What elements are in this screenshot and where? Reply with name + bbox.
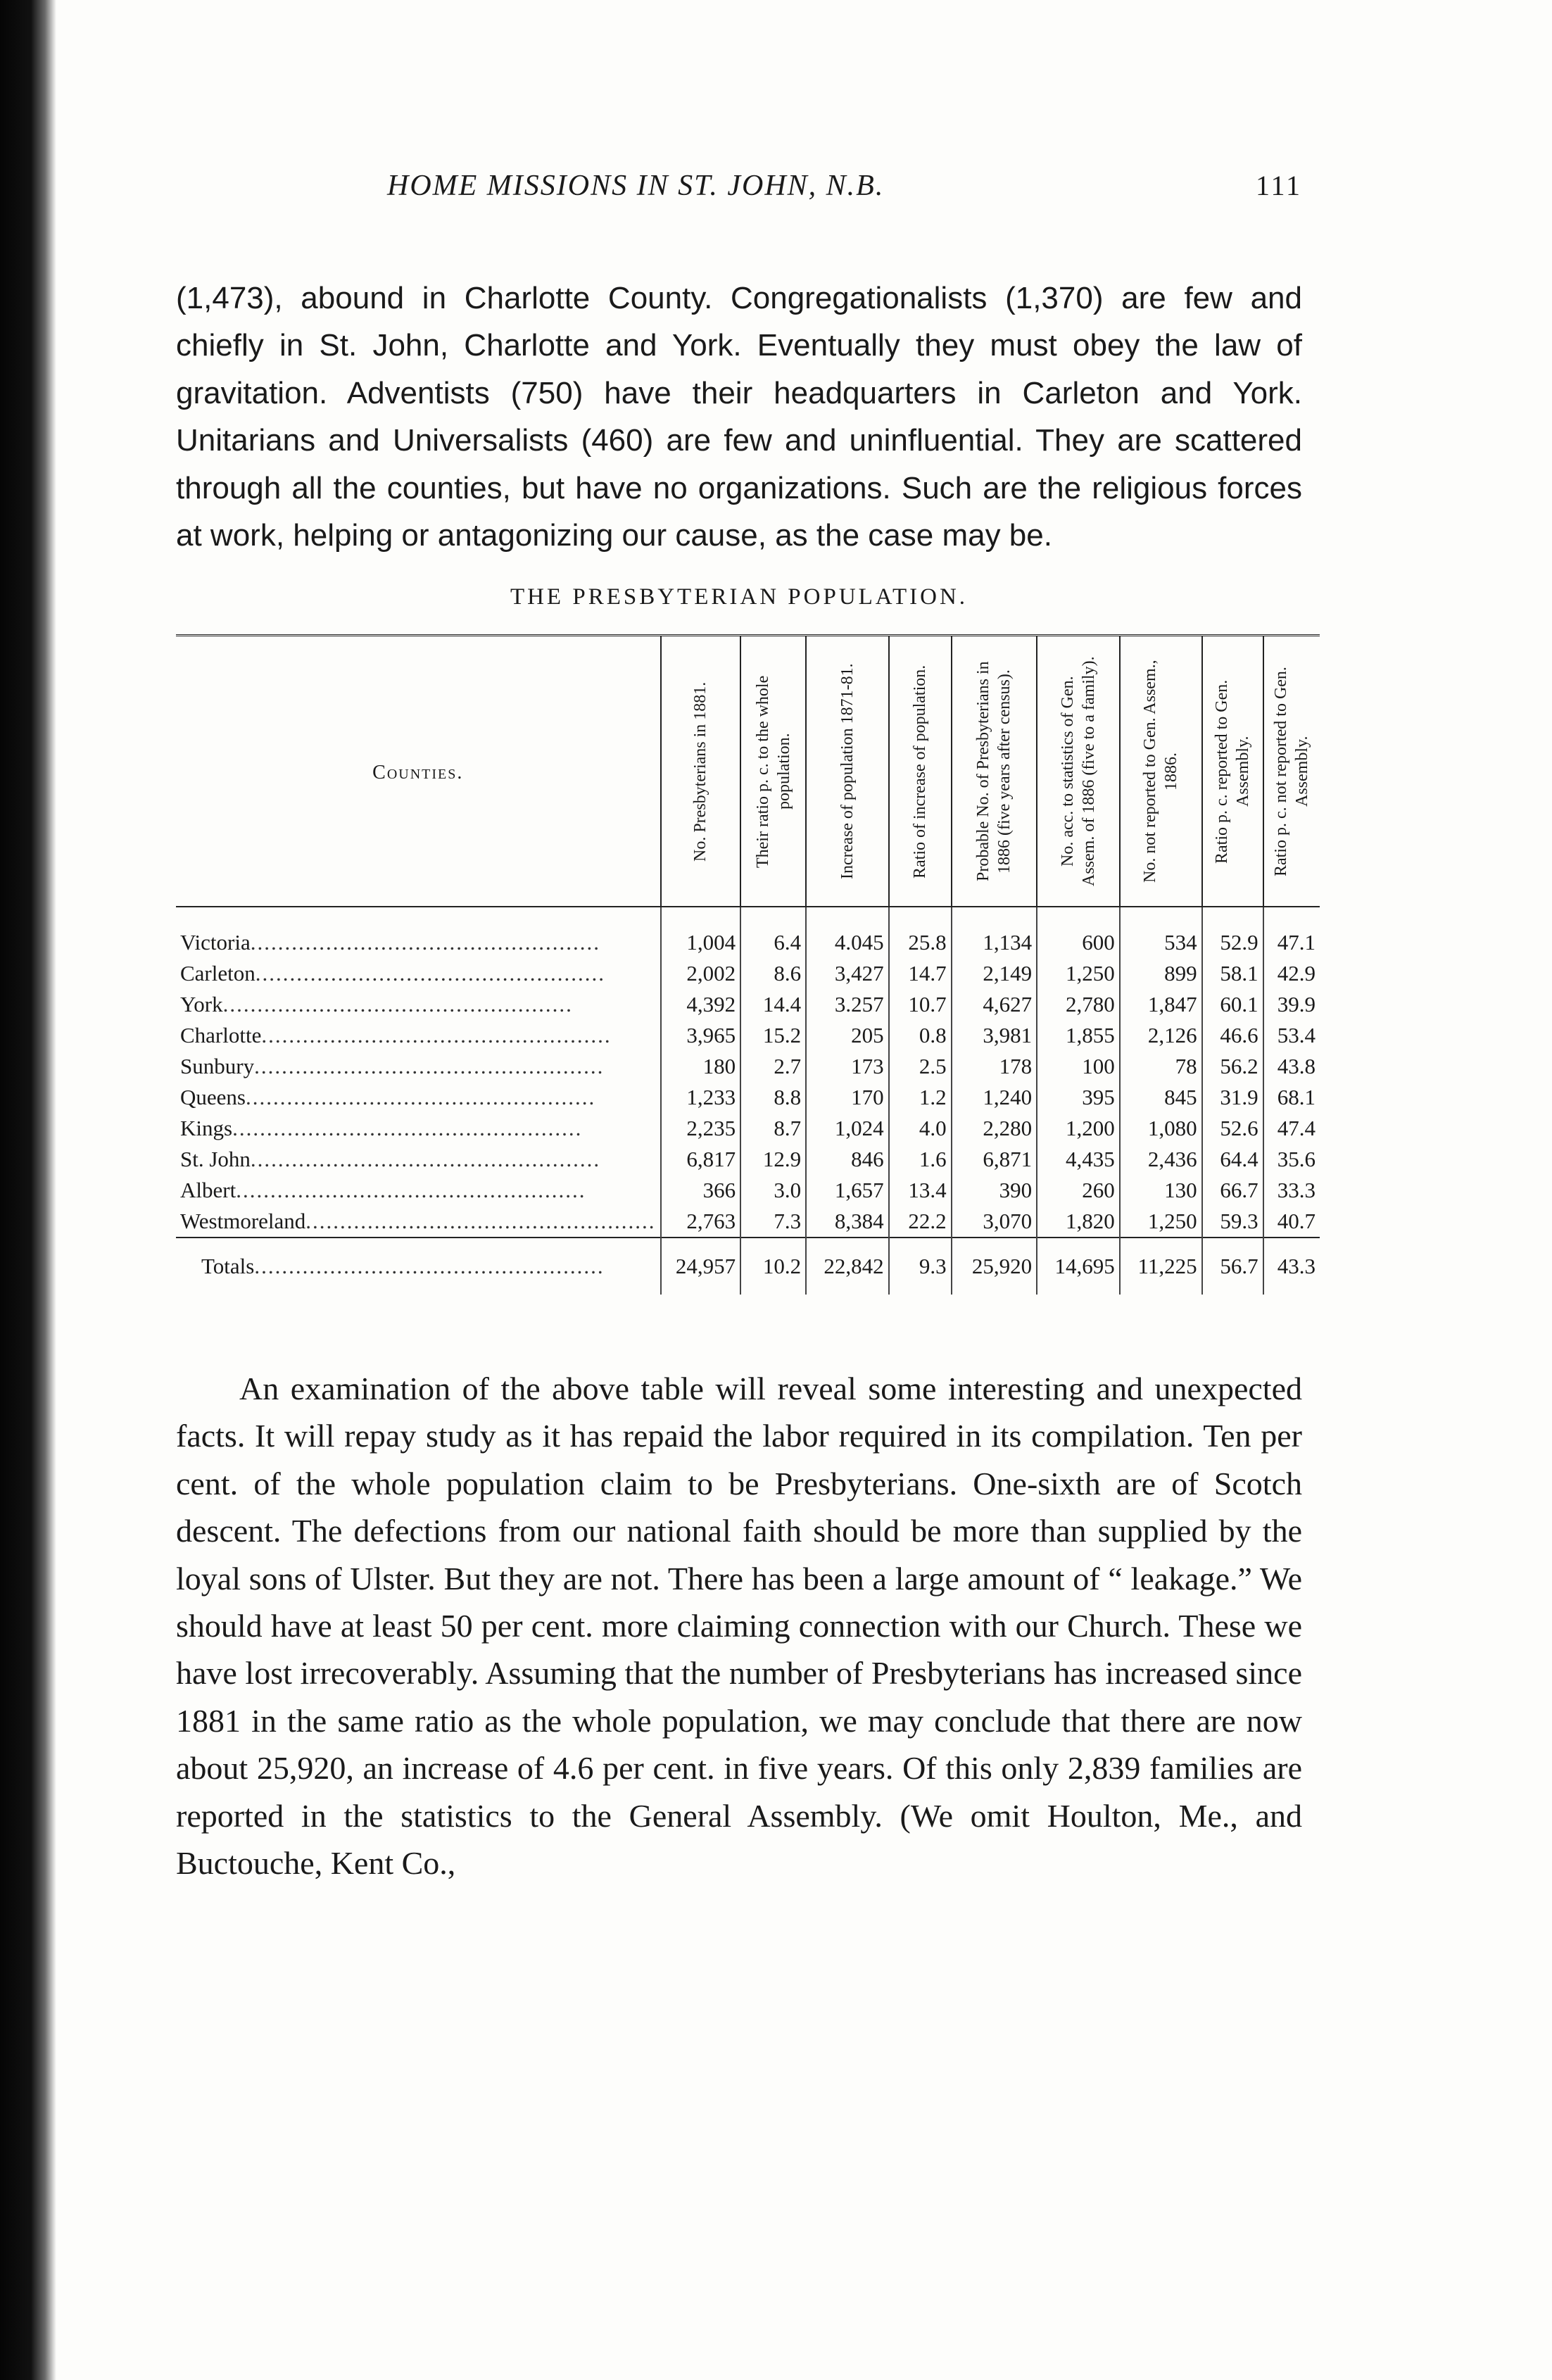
table-row xyxy=(176,1144,1320,1175)
table-cell: 205 xyxy=(806,1020,889,1051)
table-cell: 3,981 xyxy=(952,1020,1037,1051)
table-cell: 8.8 xyxy=(740,1082,806,1113)
presbyterian-population-table xyxy=(176,634,1320,1295)
table-cell: 2.7 xyxy=(740,1051,806,1082)
table-cell: 64.4 xyxy=(1202,1144,1263,1175)
leader-dots: ................................................... xyxy=(232,1115,583,1140)
table-cell: 0.8 xyxy=(889,1020,952,1051)
table-cell: 8,384 xyxy=(806,1206,889,1238)
column-header-probable-1886: Probable No. of Presbyterians in 1886 (five years after census). xyxy=(952,636,1037,907)
table-row xyxy=(176,1082,1320,1113)
table-cell: 173 xyxy=(806,1051,889,1082)
paragraph-top: (1,473), abound in Charlotte County. Congregationalists (1,370) are few and chiefly in St. John, Charlotte and York. Eventually they must obey the law of gravitation. Adventists (750) have their headquarters in Carleton and York. Unitarians and Universalists (460) are few and uninfluential. They are scattered through all the counties, but have no organizations. Such are the religious forces at work, helping or antagonizing our cause, as the case may be. xyxy=(176,281,1302,553)
county-name-cell xyxy=(176,958,661,989)
table-cell: 56.7 xyxy=(1202,1238,1263,1295)
table-cell: 4,435 xyxy=(1037,1144,1120,1175)
table-cell: 59.3 xyxy=(1202,1206,1263,1238)
leader-dots: ................................................... xyxy=(250,929,600,955)
table-cell: 8.7 xyxy=(740,1113,806,1144)
table-cell: 1.6 xyxy=(889,1144,952,1175)
table-cell: 68.1 xyxy=(1263,1082,1320,1113)
table-cell: 395 xyxy=(1037,1082,1120,1113)
table-cell: 2,780 xyxy=(1037,989,1120,1020)
table-row xyxy=(176,1020,1320,1051)
county-name-cell xyxy=(176,1020,661,1051)
table-cell: 9.3 xyxy=(889,1238,952,1295)
table-cell: 56.2 xyxy=(1202,1051,1263,1082)
table-cell: 13.4 xyxy=(889,1175,952,1206)
table-cell: 170 xyxy=(806,1082,889,1113)
totals-label: Totals ................................................... xyxy=(176,1238,661,1295)
table-cell: 130 xyxy=(1120,1175,1202,1206)
county-name: York xyxy=(180,991,223,1016)
paragraph-bottom-text: An examination of the above table will reveal some interesting and unexpected facts. It will repay study as it has repaid the labor required in its compilation. Ten per cent. of the whole population claim to be Presbyterians. One-sixth are of Scotch descent. The defections from our national faith should be more than supplied by the loyal sons of Ulster. But they are not. There has been a large amount of “ leakage.” We should have at least 50 per cent. more claiming connection with our Church. These we have lost irrecoverably. Assuming that the number of Presbyterians has increased since 1881 in the same ratio as the whole population, we may conclude that there are now about 25,920, an increase of 4.6 per cent. in five years. Of this only 2,839 families are reported in the statistics to the General Assembly. (We omit Houlton, Me., and Buctouche, Kent Co., xyxy=(176,1370,1302,1881)
table-cell: 178 xyxy=(952,1051,1037,1082)
table-cell: 58.1 xyxy=(1202,958,1263,989)
table-cell: 1,024 xyxy=(806,1113,889,1144)
county-name-cell xyxy=(176,1082,661,1113)
column-header-ratio-reported: Ratio p. c. reported to Gen. Assembly. xyxy=(1202,636,1263,907)
table-cell: 52.9 xyxy=(1202,907,1263,958)
table-cell: 8.6 xyxy=(740,958,806,989)
table-cell: 366 xyxy=(661,1175,741,1206)
table-cell: 31.9 xyxy=(1202,1082,1263,1113)
table-cell: 52.6 xyxy=(1202,1113,1263,1144)
table-cell: 260 xyxy=(1037,1175,1120,1206)
county-name-cell xyxy=(176,1144,661,1175)
table-cell: 4.045 xyxy=(806,907,889,958)
table-cell: 6.4 xyxy=(740,907,806,958)
county-name: Carleton xyxy=(180,960,255,986)
county-name-cell xyxy=(176,907,661,958)
column-header-not-reported: No. not reported to Gen. Assem., 1886. xyxy=(1120,636,1202,907)
table-cell: 180 xyxy=(661,1051,741,1082)
table-cell: 2,235 xyxy=(661,1113,741,1144)
county-name: Sunbury xyxy=(180,1053,255,1078)
table-cell: 7.3 xyxy=(740,1206,806,1238)
table-cell: 10.2 xyxy=(740,1238,806,1295)
column-header-ratio-not-reported: Ratio p. c. not reported to Gen. Assembly. xyxy=(1263,636,1320,907)
table-cell: 43.3 xyxy=(1263,1238,1320,1295)
table-cell: 534 xyxy=(1120,907,1202,958)
column-header-ratio-whole: Their ratio p. c. to the whole population. xyxy=(740,636,806,907)
table-row xyxy=(176,989,1320,1020)
table-cell: 1,004 xyxy=(661,907,741,958)
table-cell: 11,225 xyxy=(1120,1238,1202,1295)
table-cell: 2,149 xyxy=(952,958,1037,989)
table-totals-row xyxy=(176,1238,1320,1295)
table-cell: 600 xyxy=(1037,907,1120,958)
table-cell: 60.1 xyxy=(1202,989,1263,1020)
table-cell: 2.5 xyxy=(889,1051,952,1082)
leader-dots: ................................................... xyxy=(250,1146,601,1171)
table-cell: 15.2 xyxy=(740,1020,806,1051)
column-header-gen-assem-statistics: No. acc. to statistics of Gen. Assem. of 1886 (five to a family). xyxy=(1037,636,1120,907)
table-cell: 2,126 xyxy=(1120,1020,1202,1051)
table-row xyxy=(176,1206,1320,1238)
table-cell: 33.3 xyxy=(1263,1175,1320,1206)
page-number: 111 xyxy=(1255,170,1302,201)
table-cell: 47.1 xyxy=(1263,907,1320,958)
table-cell: 14.7 xyxy=(889,958,952,989)
table-cell: 42.9 xyxy=(1263,958,1320,989)
table-cell: 78 xyxy=(1120,1051,1202,1082)
table-cell: 845 xyxy=(1120,1082,1202,1113)
county-name-cell xyxy=(176,1206,661,1238)
table-cell: 35.6 xyxy=(1263,1144,1320,1175)
page-edge-shadow xyxy=(0,0,56,2380)
table-cell: 4,392 xyxy=(661,989,741,1020)
table-cell: 1,200 xyxy=(1037,1113,1120,1144)
table-cell: 25,920 xyxy=(952,1238,1037,1295)
table-cell: 43.8 xyxy=(1263,1051,1320,1082)
table-cell: 1,240 xyxy=(952,1082,1037,1113)
table-cell: 1,250 xyxy=(1120,1206,1202,1238)
table-row xyxy=(176,907,1320,958)
table-cell: 1,080 xyxy=(1120,1113,1202,1144)
table-cell: 1,250 xyxy=(1037,958,1120,989)
table-cell: 22,842 xyxy=(806,1238,889,1295)
table-cell: 1,134 xyxy=(952,907,1037,958)
table-cell: 46.6 xyxy=(1202,1020,1263,1051)
county-name: Victoria xyxy=(180,929,251,955)
table-cell: 846 xyxy=(806,1144,889,1175)
table-cell: 2,280 xyxy=(952,1113,1037,1144)
table-cell: 3.0 xyxy=(740,1175,806,1206)
table-cell: 14.4 xyxy=(740,989,806,1020)
table-row xyxy=(176,958,1320,989)
paragraph-bottom xyxy=(176,1365,1302,1887)
table-cell: 100 xyxy=(1037,1051,1120,1082)
table-row xyxy=(176,1113,1320,1144)
table-cell: 40.7 xyxy=(1263,1206,1320,1238)
county-name-cell xyxy=(176,1113,661,1144)
leader-dots: ................................................... xyxy=(305,1208,656,1233)
table-cell: 39.9 xyxy=(1263,989,1320,1020)
table-cell: 1,847 xyxy=(1120,989,1202,1020)
county-name-cell xyxy=(176,989,661,1020)
county-name-cell xyxy=(176,1051,661,1082)
table-cell: 47.4 xyxy=(1263,1113,1320,1144)
running-head xyxy=(176,169,1302,218)
county-name-cell xyxy=(176,1175,661,1206)
leader-dots: ................................................... xyxy=(236,1177,586,1202)
table-cell: 53.4 xyxy=(1263,1020,1320,1051)
table-title: THE PRESBYTERIAN POPULATION. xyxy=(510,584,969,610)
column-header-presbyterians-1881: No. Presbyterians in 1881. xyxy=(661,636,741,907)
table-cell: 12.9 xyxy=(740,1144,806,1175)
table-cell: 1,820 xyxy=(1037,1206,1120,1238)
table-cell: 1.2 xyxy=(889,1082,952,1113)
table-cell: 2,436 xyxy=(1120,1144,1202,1175)
table-cell: 2,763 xyxy=(661,1206,741,1238)
table-cell: 4,627 xyxy=(952,989,1037,1020)
table-cell: 6,871 xyxy=(952,1144,1037,1175)
table-header-row xyxy=(176,636,1320,907)
leader-dots: ................................................... xyxy=(222,991,573,1016)
table-cell: 4.0 xyxy=(889,1113,952,1144)
leader-dots: ................................................... xyxy=(261,1022,612,1047)
county-name: Westmoreland xyxy=(180,1208,306,1233)
table-cell: 24,957 xyxy=(661,1238,741,1295)
table-cell: 1,233 xyxy=(661,1082,741,1113)
county-name: Albert xyxy=(180,1177,236,1202)
column-header-ratio-increase: Ratio of increase of population. xyxy=(889,636,952,907)
leader-dots: ................................................... xyxy=(254,1053,605,1078)
county-name: Charlotte xyxy=(180,1022,262,1047)
county-name: St. John xyxy=(180,1146,251,1171)
table-cell: 10.7 xyxy=(889,989,952,1020)
table-cell: 14,695 xyxy=(1037,1238,1120,1295)
column-header-increase-population: Increase of population 1871-81. xyxy=(806,636,889,907)
table-cell: 2,002 xyxy=(661,958,741,989)
table-body xyxy=(176,907,1320,1238)
table-cell: 899 xyxy=(1120,958,1202,989)
running-head-title: HOME MISSIONS IN ST. JOHN, N.B. xyxy=(387,170,885,202)
table-cell: 1,855 xyxy=(1037,1020,1120,1051)
book-page xyxy=(176,169,1316,1887)
table-cell: 3,070 xyxy=(952,1206,1037,1238)
table-cell: 3,427 xyxy=(806,958,889,989)
table-cell: 390 xyxy=(952,1175,1037,1206)
table-row xyxy=(176,1175,1320,1206)
table-row xyxy=(176,1051,1320,1082)
leader-dots: ................................................... xyxy=(255,960,605,986)
table-cell: 3,965 xyxy=(661,1020,741,1051)
table-cell: 66.7 xyxy=(1202,1175,1263,1206)
leader-dots: ................................................... xyxy=(245,1084,596,1109)
table-cell: 1,657 xyxy=(806,1175,889,1206)
county-name: Queens xyxy=(180,1084,246,1109)
table-cell: 22.2 xyxy=(889,1206,952,1238)
table-cell: 6,817 xyxy=(661,1144,741,1175)
county-name: Kings xyxy=(180,1115,233,1140)
table-cell: 25.8 xyxy=(889,907,952,958)
column-header-counties: Counties. xyxy=(176,636,661,907)
table-cell: 3.257 xyxy=(806,989,889,1020)
